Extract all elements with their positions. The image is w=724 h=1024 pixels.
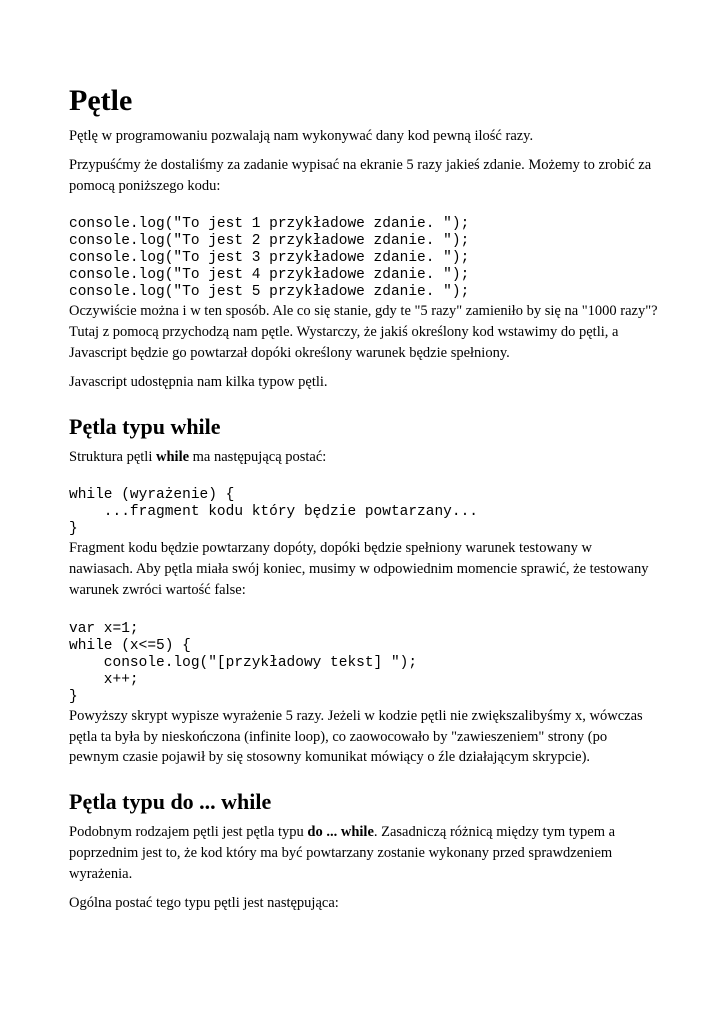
heading-while: Pętla typu while bbox=[69, 413, 221, 439]
code-line: x++; bbox=[69, 671, 139, 688]
code-line: console.log("To jest 1 przykładowe zdanie. "); bbox=[69, 216, 470, 233]
code-block-while-structure bbox=[69, 487, 659, 538]
code-line: console.log("[przykładowy tekst] "); bbox=[69, 654, 418, 671]
paragraph-infinite-loop: Powyższy skrypt wypisze wyrażenie 5 razy. Jeżeli w kodzie pętli nie zwiększalibyśmy x, wówczas pętla ta była by nieskończona (infinite loop), co zaowocowało by "zawieszeniem" strony (po pewnym czasie pojawił by się stosowny komunikat mówiący o źle działającym skrypcie). bbox=[69, 707, 643, 766]
page-title: Pętle bbox=[69, 84, 133, 117]
paragraph-do-while-general: Ogólna postać tego typu pętli jest następująca: bbox=[69, 894, 339, 911]
code-block-console-log bbox=[69, 216, 659, 301]
code-line: console.log("To jest 5 przykładowe zdanie. "); bbox=[69, 284, 470, 301]
document-page bbox=[69, 84, 659, 921]
paragraph-do-while-intro: Podobnym rodzajem pętli jest pętla typu do ... while. Zasadniczą różnicą między tym typem a poprzednim jest to, że kod który ma być powtarzany zostanie wykonany przed sprawdzeniem wyrażenia. bbox=[69, 824, 616, 882]
code-line: console.log("To jest 2 przykładowe zdanie. "); bbox=[69, 233, 470, 250]
keyword-while: while bbox=[156, 448, 190, 465]
code-block-while-example bbox=[69, 621, 659, 706]
code-line: console.log("To jest 3 przykładowe zdanie. "); bbox=[69, 250, 470, 267]
code-line: ...fragment kodu który będzie powtarzany... bbox=[69, 504, 478, 521]
paragraph-while-condition: Fragment kodu będzie powtarzany dopóty, dopóki będzie spełniony warunek testowany w nawiasach. Aby pętla miała swój koniec, musimy w odpowiednim momencie sprawić, że testowany warunek zwróci wartość false: bbox=[69, 540, 649, 598]
code-line: var x=1; bbox=[69, 620, 139, 637]
code-line: while (x<=5) { bbox=[69, 637, 191, 654]
paragraph-loops-explanation: Oczywiście można i w ten sposób. Ale co się stanie, gdy te "5 razy" zamieniło by się na "1000 razy"? Tutaj z pomocą przychodzą nam pętle. Wystarczy, że jakiś określony kod wstawimy do pętli, a Javascript będzie go powtarzał dopóki określony warunek będzie spełniony. bbox=[69, 303, 658, 361]
code-line: while (wyrażenie) { bbox=[69, 487, 235, 504]
intro-paragraph: Pętlę w programowaniu pozwalają nam wykonywać dany kod pewną ilość razy. bbox=[69, 128, 534, 144]
code-line: console.log("To jest 4 przykładowe zdanie. "); bbox=[69, 267, 470, 284]
code-line: } bbox=[69, 688, 78, 705]
paragraph-while-structure: Struktura pętli while ma następującą postać: bbox=[69, 448, 327, 465]
code-line: } bbox=[69, 521, 78, 538]
paragraph-loop-types: Javascript udostępnia nam kilka typow pętli. bbox=[69, 373, 328, 390]
keyword-do-while: do ... while bbox=[307, 824, 374, 841]
paragraph-task: Przypuśćmy że dostaliśmy za zadanie wypisać na ekranie 5 razy jakieś zdanie. Możemy to zrobić za pomocą poniższego kodu: bbox=[69, 156, 652, 194]
heading-do-while: Pętla typu do ... while bbox=[69, 789, 272, 815]
